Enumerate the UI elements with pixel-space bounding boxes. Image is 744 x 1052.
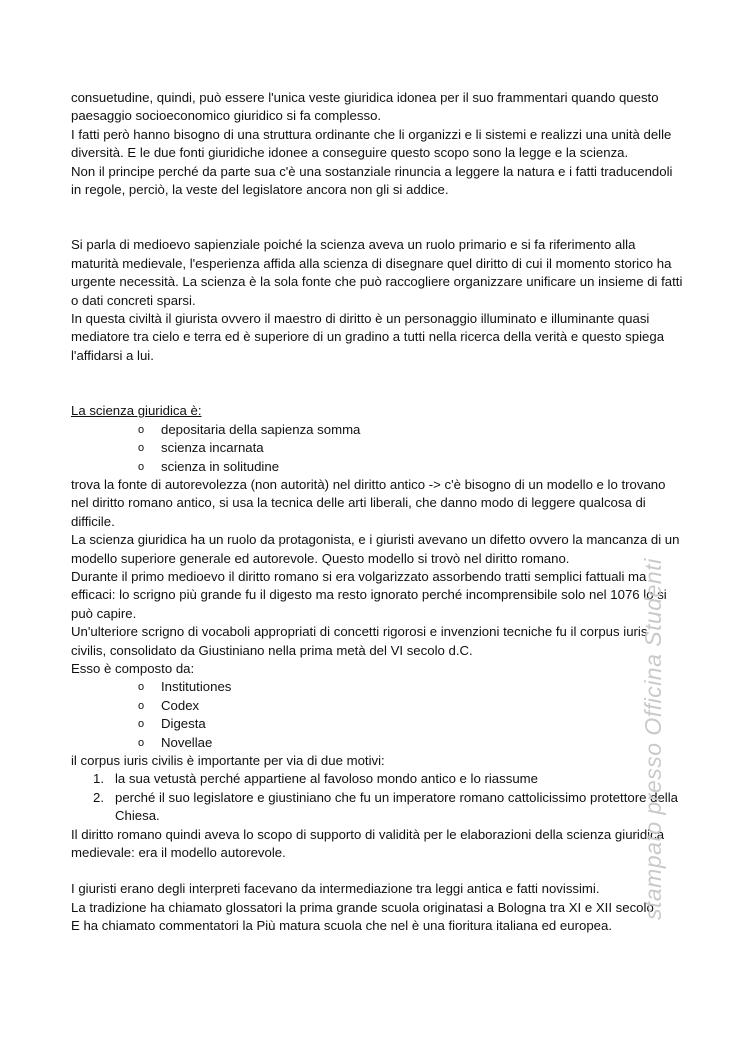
paragraph: trova la fonte di autorevolezza (non autorità) nel diritto antico -> c'è bisogno di un modello e lo trovano nel diritto romano antico, si usa la tecnica delle arti liberali, che danno modo di leggere qualcosa di difficile. [71,476,666,529]
paragraph: Esso è composto da: [71,660,195,676]
list-item-text: scienza in solitudine [161,458,280,474]
list-item [71,715,683,733]
spacer [71,199,683,236]
list-item [71,678,683,696]
list-item [71,697,683,715]
science-list [71,421,683,476]
paragraph: E ha chiamato commentatori la Più matura scuola che nel è una fioritura italiana ed europea. [71,918,612,934]
bullet-icon: o [138,718,145,731]
list-item-text: scienza incarnata [161,440,264,456]
list-item [71,734,683,752]
list-item [71,789,683,826]
paragraph: I fatti però hanno bisogno di una struttura ordinante che li organizzi e li sistemi e realizzi una unità delle diversità. E le due fonti giuridiche idonee a conseguire questo scopo sono la legge e la scienza. [71,126,672,161]
reasons-list [71,770,683,825]
list-item-text: la sua vetustà perché appartiene al favoloso mondo antico e lo riassume [115,771,538,787]
paragraph: La tradizione ha chiamato glossatori la prima grande scuola originatasi a Bologna tra XI e XII secolo. [71,899,658,915]
corpus-list [71,678,683,752]
watermark: stampato presso Officina Studenti [640,558,666,920]
bullet-icon: o [138,681,145,694]
list-number: 1. [93,771,104,787]
bullet-icon: o [138,699,145,712]
paragraph: il corpus iuris civilis è importante per via di due motivi: [71,753,385,768]
paragraph: Durante il primo medioevo il diritto romano si era volgarizzato assorbendo tratti semplici fattuali ma efficaci: lo scrigno più grande fu il digesto ma resto ignorato perché incomprensibile solo nel 1076 lo si può capire. [71,568,667,621]
paragraph: Non il principe perché da parte sua c'è una sostanziale rinuncia a leggere la natura e i fatti traducendoli in regole, perciò, la veste del legislatore ancora non gli si addice. [71,163,673,198]
list-item-text: Novellae [161,734,213,750]
list-item [71,439,683,457]
list-item-text: depositaria della sapienza somma [161,421,361,437]
paragraph: Si parla di medioevo sapienziale poiché la scienza aveva un ruolo primario e si fa riferimento alla maturità medievale, l'esperienza affida alla scienza di disegnare quel diritto di cui il momento storico ha urgente necessità. La scienza è la sola fonte che può raccogliere organizzare unificare un insieme di fatti o dati concreti sparsi. [71,237,683,308]
bullet-icon: o [138,736,145,749]
list-number: 2. [93,789,104,805]
paragraph: In questa civiltà il giurista ovvero il maestro di diritto è un personaggio illuminato e illuminante quasi mediatore tra cielo e terra ed è superiore di un gradino a tutti nella ricerca della verità e questo spiega l'affidarsi a lui. [71,311,665,363]
list-item [71,770,683,788]
list-item-text: Codex [161,697,200,713]
paragraph: La scienza giuridica ha un ruolo da protagonista, e i giuristi avevano un difetto ovvero la mancanza di un modello superiore generale ed autorevole. Questo modello si trovò nel diritto romano. [71,532,680,566]
list-item-text: Institutiones [161,679,232,695]
bullet-icon: o [138,423,145,436]
list-item [71,458,683,476]
list-item [71,421,683,439]
spacer [71,862,683,880]
bullet-icon: o [138,442,145,455]
paragraph: I giuristi erano degli interpreti facevano da intermediazione tra leggi antica e fatti novissimi. [71,881,600,897]
paragraph: consuetudine, quindi, può essere l'unica veste giuridica idonea per il suo frammentari quando questo paesaggio socioeconomico giuridico si fa complesso. [71,90,659,124]
list-item-text: Digesta [161,716,206,732]
section-heading: La scienza giuridica è: [71,403,202,419]
bullet-icon: o [138,460,145,473]
document-page [71,89,683,936]
list-item-text: perché il suo legislatore e giustiniano che fu un imperatore romano cattolicissimo protettore della Chiesa. [115,789,678,824]
paragraph: Il diritto romano quindi aveva lo scopo di supporto di validità per le elaborazioni della scienza giuridica medievale: era il modello autorevole. [71,826,665,861]
paragraph: Un'ulteriore scrigno di vocaboli appropriati di concetti rigorosi e invenzioni tecniche fu il corpus iuris civilis, consolidato da Giustiniano nella prima metà del VI secolo d.C. [71,624,648,658]
spacer [71,365,683,402]
